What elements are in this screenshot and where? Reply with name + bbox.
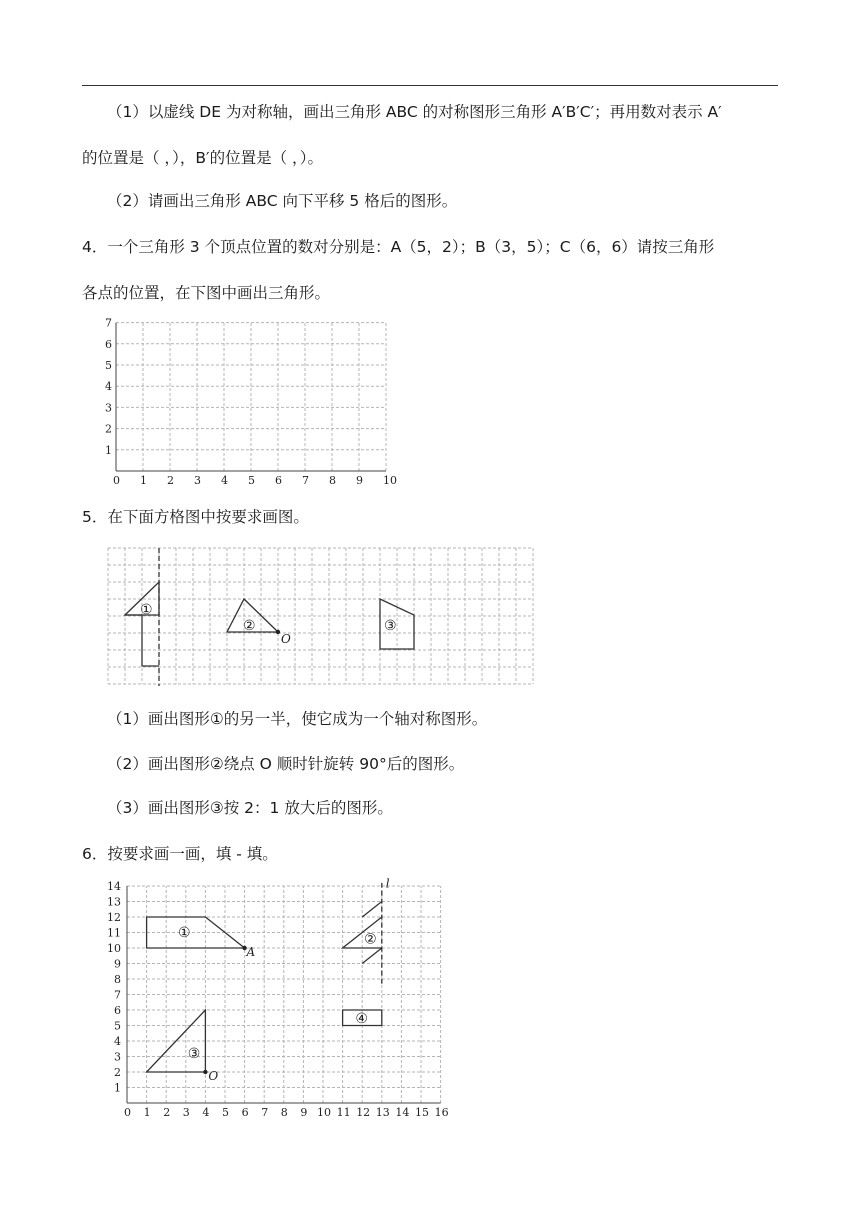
y-tick-label: 1	[114, 1081, 121, 1095]
q6-shape3	[147, 1010, 206, 1072]
y-tick-label: 10	[107, 942, 121, 955]
x-tick-label: 9	[300, 1106, 308, 1119]
x-tick-label: 4	[202, 1106, 210, 1119]
x-tick-label: 15	[415, 1106, 429, 1119]
q5-square-grid	[104, 544, 536, 690]
x-tick-label: 10	[317, 1106, 331, 1119]
x-tick-label: 8	[329, 474, 336, 487]
x-tick-label: 5	[222, 1106, 229, 1119]
q4-line2: 各点的位置，在下图中画出三角形。	[82, 284, 331, 302]
y-tick-label: 3	[105, 401, 112, 415]
q6-label2: ②	[364, 931, 377, 948]
q4-line1: 4．一个三角形 3 个顶点位置的数对分别是：A（5，2）；B（3，5）；C（6，6）请按三角形	[82, 238, 715, 256]
x-tick-label: 13	[375, 1106, 390, 1119]
q6-point-o	[203, 1070, 207, 1074]
y-tick-label: 2	[105, 422, 112, 436]
y-tick-label: 11	[107, 926, 121, 940]
y-tick-label: 1	[105, 443, 112, 457]
q5-sub3: （3）画出图形③按 2：1 放大后的图形。	[107, 799, 393, 817]
x-tick-label: 1	[143, 1106, 151, 1119]
y-tick-label: 2	[114, 1066, 121, 1079]
y-tick-label: 5	[105, 359, 112, 372]
x-tick-label: 16	[434, 1106, 449, 1119]
y-tick-label: 6	[114, 1004, 121, 1017]
y-tick-label: 3	[114, 1050, 121, 1064]
y-tick-label: 14	[107, 880, 121, 893]
x-tick-label: 6	[241, 1106, 249, 1119]
x-tick-label: 6	[275, 474, 282, 487]
x-tick-label: 7	[302, 474, 309, 487]
q6-label-a: A	[246, 944, 256, 959]
x-tick-label: 2	[167, 474, 174, 487]
y-tick-label: 9	[114, 957, 121, 971]
q6-label4: ④	[355, 1011, 368, 1028]
x-tick-label: 9	[356, 474, 363, 487]
y-tick-label: 12	[107, 911, 121, 924]
y-tick-label: 7	[114, 988, 121, 1002]
y-tick-label: 6	[105, 337, 112, 351]
x-tick-label: 3	[194, 474, 201, 487]
q3-part1-line2: 的位置是（ ，），B′的位置是（ ，）。	[82, 149, 324, 167]
x-tick-label: 14	[395, 1106, 410, 1119]
x-tick-label: 0	[113, 474, 120, 487]
x-tick-label: 7	[261, 1106, 269, 1119]
y-tick-label: 4	[105, 380, 112, 394]
y-tick-label: 7	[105, 316, 112, 330]
q5-point-o	[276, 630, 280, 634]
y-tick-label: 5	[114, 1019, 121, 1033]
x-tick-label: 4	[221, 474, 228, 487]
q6-label-l: l	[385, 876, 390, 891]
q4-coordinate-grid	[100, 312, 400, 492]
x-tick-label: 5	[248, 474, 255, 487]
q6-title: 6．按要求画一画，填 - 填。	[82, 845, 278, 863]
q5-label1: ①	[140, 602, 153, 618]
x-tick-label: 11	[336, 1106, 351, 1119]
q5-title: 5．在下面方格图中按要求画图。	[82, 508, 309, 526]
y-tick-label: 8	[114, 973, 121, 986]
q5-label-o: O	[281, 632, 291, 646]
y-tick-label: 4	[114, 1035, 121, 1048]
q5-sub2: （2）画出图形②绕点 O 顺时针旋转 90°后的图形。	[107, 755, 465, 773]
x-tick-label: 3	[182, 1106, 190, 1119]
x-tick-label: 0	[124, 1106, 131, 1119]
q6-label-o: O	[208, 1068, 219, 1083]
q6-coordinate-grid	[100, 870, 460, 1132]
x-tick-label: 10	[383, 474, 397, 487]
header-rule	[82, 85, 778, 86]
q3-part2-line: （2）请画出三角形 ABC 向下平移 5 格后的图形。	[107, 192, 458, 210]
q6-label3: ③	[187, 1046, 201, 1063]
q3-part1-line1: （1）以虚线 DE 为对称轴，画出三角形 ABC 的对称图形三角形 A′B′C′；再用数对表示 A′	[107, 103, 722, 121]
q6-shape2-top	[362, 902, 382, 918]
x-tick-label: 8	[280, 1106, 288, 1119]
q5-label2: ②	[243, 618, 256, 634]
q6-shape2-bottom	[362, 948, 382, 964]
y-tick-label: 13	[107, 895, 121, 909]
q5-shape1-rect	[125, 615, 159, 666]
x-tick-label: 12	[356, 1106, 371, 1119]
q5-label3: ③	[384, 618, 397, 634]
x-tick-label: 1	[140, 474, 147, 487]
x-tick-label: 2	[163, 1106, 171, 1119]
q6-label1: ①	[177, 925, 191, 942]
q5-sub1: （1）画出图形①的另一半，使它成为一个轴对称图形。	[107, 710, 488, 728]
